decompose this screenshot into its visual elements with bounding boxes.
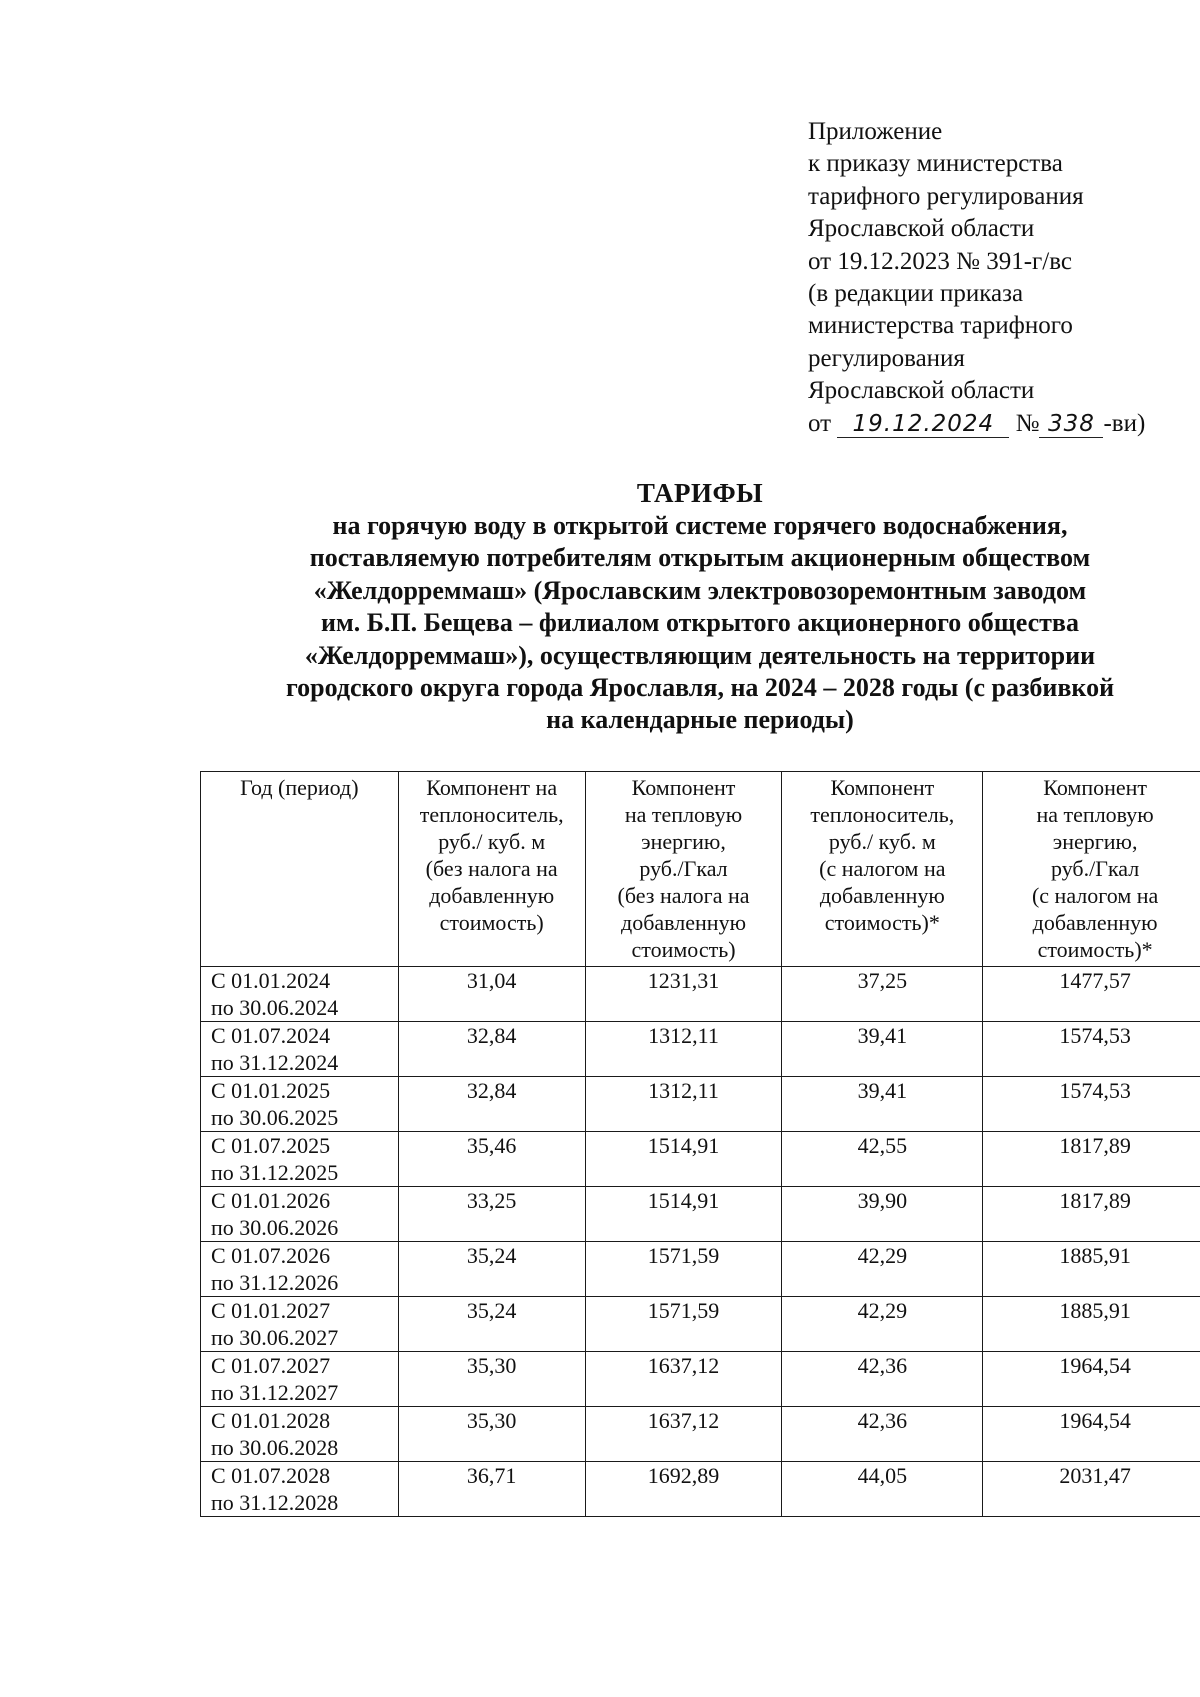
coolant-no-vat-cell: 33,25 xyxy=(398,1187,585,1242)
heat-no-vat-cell: 1571,59 xyxy=(585,1242,782,1297)
appendix-block xyxy=(808,116,1168,440)
heat-with-vat-cell: 2031,47 xyxy=(983,1462,1200,1517)
table-row xyxy=(201,1022,1200,1077)
appendix-line: министерства тарифного xyxy=(808,312,1073,340)
coolant-no-vat-cell: 31,04 xyxy=(398,967,585,1022)
tariff-table xyxy=(200,771,1200,1517)
appendix-line: регулирования xyxy=(808,344,965,372)
coolant-no-vat-cell: 35,30 xyxy=(398,1407,585,1462)
header-heat-energy-with-vat: Компонент на тепловую энергию, руб./Гкал (с налогом на добавленную стоимость)* xyxy=(983,772,1200,967)
coolant-no-vat-cell: 32,84 xyxy=(398,1022,585,1077)
heat-no-vat-cell: 1571,59 xyxy=(585,1297,782,1352)
table-row xyxy=(201,1407,1200,1462)
subtitle-line: поставляемую потребителям открытым акционерным обществом xyxy=(309,543,1091,573)
heat-with-vat-cell: 1964,54 xyxy=(983,1352,1200,1407)
coolant-with-vat-cell: 42,36 xyxy=(782,1352,983,1407)
period-cell: С 01.07.2025 по 31.12.2025 xyxy=(201,1132,399,1187)
header-coolant-with-vat: Компонент теплоноситель, руб./ куб. м (с налогом на добавленную стоимость)* xyxy=(782,772,983,967)
amendment-prefix: от xyxy=(808,409,832,437)
appendix-line: Ярославской области xyxy=(808,377,1035,405)
handwritten-order-number: 338 xyxy=(1039,411,1103,438)
table-row xyxy=(201,1352,1200,1407)
heat-no-vat-cell: 1312,11 xyxy=(585,1022,782,1077)
document-title: ТАРИФЫ xyxy=(636,478,764,508)
coolant-with-vat-cell: 42,29 xyxy=(782,1297,983,1352)
heat-no-vat-cell: 1637,12 xyxy=(585,1352,782,1407)
period-cell: С 01.07.2027 по 31.12.2027 xyxy=(201,1352,399,1407)
subtitle-line: им. Б.П. Бещева – филиалом открытого акционерного общества xyxy=(321,608,1079,638)
table-header-row xyxy=(201,772,1200,967)
header-heat-energy-no-vat: Компонент на тепловую энергию, руб./Гкал (без налога на добавленную стоимость) xyxy=(585,772,782,967)
period-cell: С 01.07.2026 по 31.12.2026 xyxy=(201,1242,399,1297)
coolant-no-vat-cell: 35,24 xyxy=(398,1297,585,1352)
table-row xyxy=(201,1462,1200,1517)
table-row xyxy=(201,1132,1200,1187)
period-cell: С 01.01.2026 по 30.06.2026 xyxy=(201,1187,399,1242)
period-cell: С 01.01.2028 по 30.06.2028 xyxy=(201,1407,399,1462)
heat-with-vat-cell: 1574,53 xyxy=(983,1077,1200,1132)
amendment-number-sign: № xyxy=(1015,409,1040,437)
handwritten-order-date: 19.12.2024 xyxy=(837,411,1009,438)
coolant-no-vat-cell: 36,71 xyxy=(398,1462,585,1517)
header-period: Год (период) xyxy=(201,772,399,967)
period-cell: С 01.07.2028 по 31.12.2028 xyxy=(201,1462,399,1517)
coolant-with-vat-cell: 42,55 xyxy=(782,1132,983,1187)
table-row xyxy=(201,967,1200,1022)
heat-with-vat-cell: 1817,89 xyxy=(983,1187,1200,1242)
appendix-line: Ярославской области xyxy=(808,215,1035,243)
heat-with-vat-cell: 1885,91 xyxy=(983,1242,1200,1297)
period-cell: С 01.01.2025 по 30.06.2025 xyxy=(201,1077,399,1132)
heat-no-vat-cell: 1514,91 xyxy=(585,1187,782,1242)
appendix-line: Приложение xyxy=(808,118,943,145)
coolant-with-vat-cell: 39,41 xyxy=(782,1077,983,1132)
appendix-line: тарифного регулирования xyxy=(808,182,1084,210)
heat-with-vat-cell: 1964,54 xyxy=(983,1407,1200,1462)
appendix-line: (в редакции приказа xyxy=(808,280,1024,308)
coolant-no-vat-cell: 35,46 xyxy=(398,1132,585,1187)
heat-no-vat-cell: 1514,91 xyxy=(585,1132,782,1187)
coolant-with-vat-cell: 37,25 xyxy=(782,967,983,1022)
table-row xyxy=(201,1242,1200,1297)
subtitle-line: на горячую воду в открытой системе горячего водоснабжения, xyxy=(332,511,1068,540)
subtitle-line: на календарные периоды) xyxy=(546,705,854,735)
heat-with-vat-cell: 1817,89 xyxy=(983,1132,1200,1187)
heat-no-vat-cell: 1637,12 xyxy=(585,1407,782,1462)
appendix-line: от 19.12.2023 № 391-г/вс xyxy=(808,247,1072,275)
heat-no-vat-cell: 1231,31 xyxy=(585,967,782,1022)
appendix-amendment-line xyxy=(808,408,1168,440)
coolant-no-vat-cell: 35,30 xyxy=(398,1352,585,1407)
heat-with-vat-cell: 1477,57 xyxy=(983,967,1200,1022)
appendix-line: к приказу министерства xyxy=(808,150,1063,178)
coolant-with-vat-cell: 42,29 xyxy=(782,1242,983,1297)
coolant-with-vat-cell: 39,90 xyxy=(782,1187,983,1242)
heat-with-vat-cell: 1574,53 xyxy=(983,1022,1200,1077)
coolant-with-vat-cell: 39,41 xyxy=(782,1022,983,1077)
heat-with-vat-cell: 1885,91 xyxy=(983,1297,1200,1352)
subtitle-line: «Желдорреммаш» (Ярославским электровозоремонтным заводом xyxy=(313,575,1087,605)
period-cell: С 01.01.2027 по 30.06.2027 xyxy=(201,1297,399,1352)
table-row xyxy=(201,1187,1200,1242)
coolant-with-vat-cell: 42,36 xyxy=(782,1407,983,1462)
document-title-block xyxy=(200,476,1200,737)
subtitle-line: городского округа города Ярославля, на 2024 – 2028 годы (с разбивкой xyxy=(285,673,1115,703)
subtitle-line: «Желдорреммаш»), осуществляющим деятельность на территории xyxy=(304,640,1096,670)
heat-no-vat-cell: 1312,11 xyxy=(585,1077,782,1132)
table-row xyxy=(201,1077,1200,1132)
coolant-no-vat-cell: 32,84 xyxy=(398,1077,585,1132)
heat-no-vat-cell: 1692,89 xyxy=(585,1462,782,1517)
coolant-no-vat-cell: 35,24 xyxy=(398,1242,585,1297)
document-subtitle xyxy=(200,510,1200,737)
table-row xyxy=(201,1297,1200,1352)
period-cell: С 01.01.2024 по 30.06.2024 xyxy=(201,967,399,1022)
header-coolant-no-vat: Компонент на теплоноситель, руб./ куб. м (без налога на добавленную стоимость) xyxy=(398,772,585,967)
period-cell: С 01.07.2024 по 31.12.2024 xyxy=(201,1022,399,1077)
coolant-with-vat-cell: 44,05 xyxy=(782,1462,983,1517)
amendment-suffix: -ви) xyxy=(1103,409,1146,437)
